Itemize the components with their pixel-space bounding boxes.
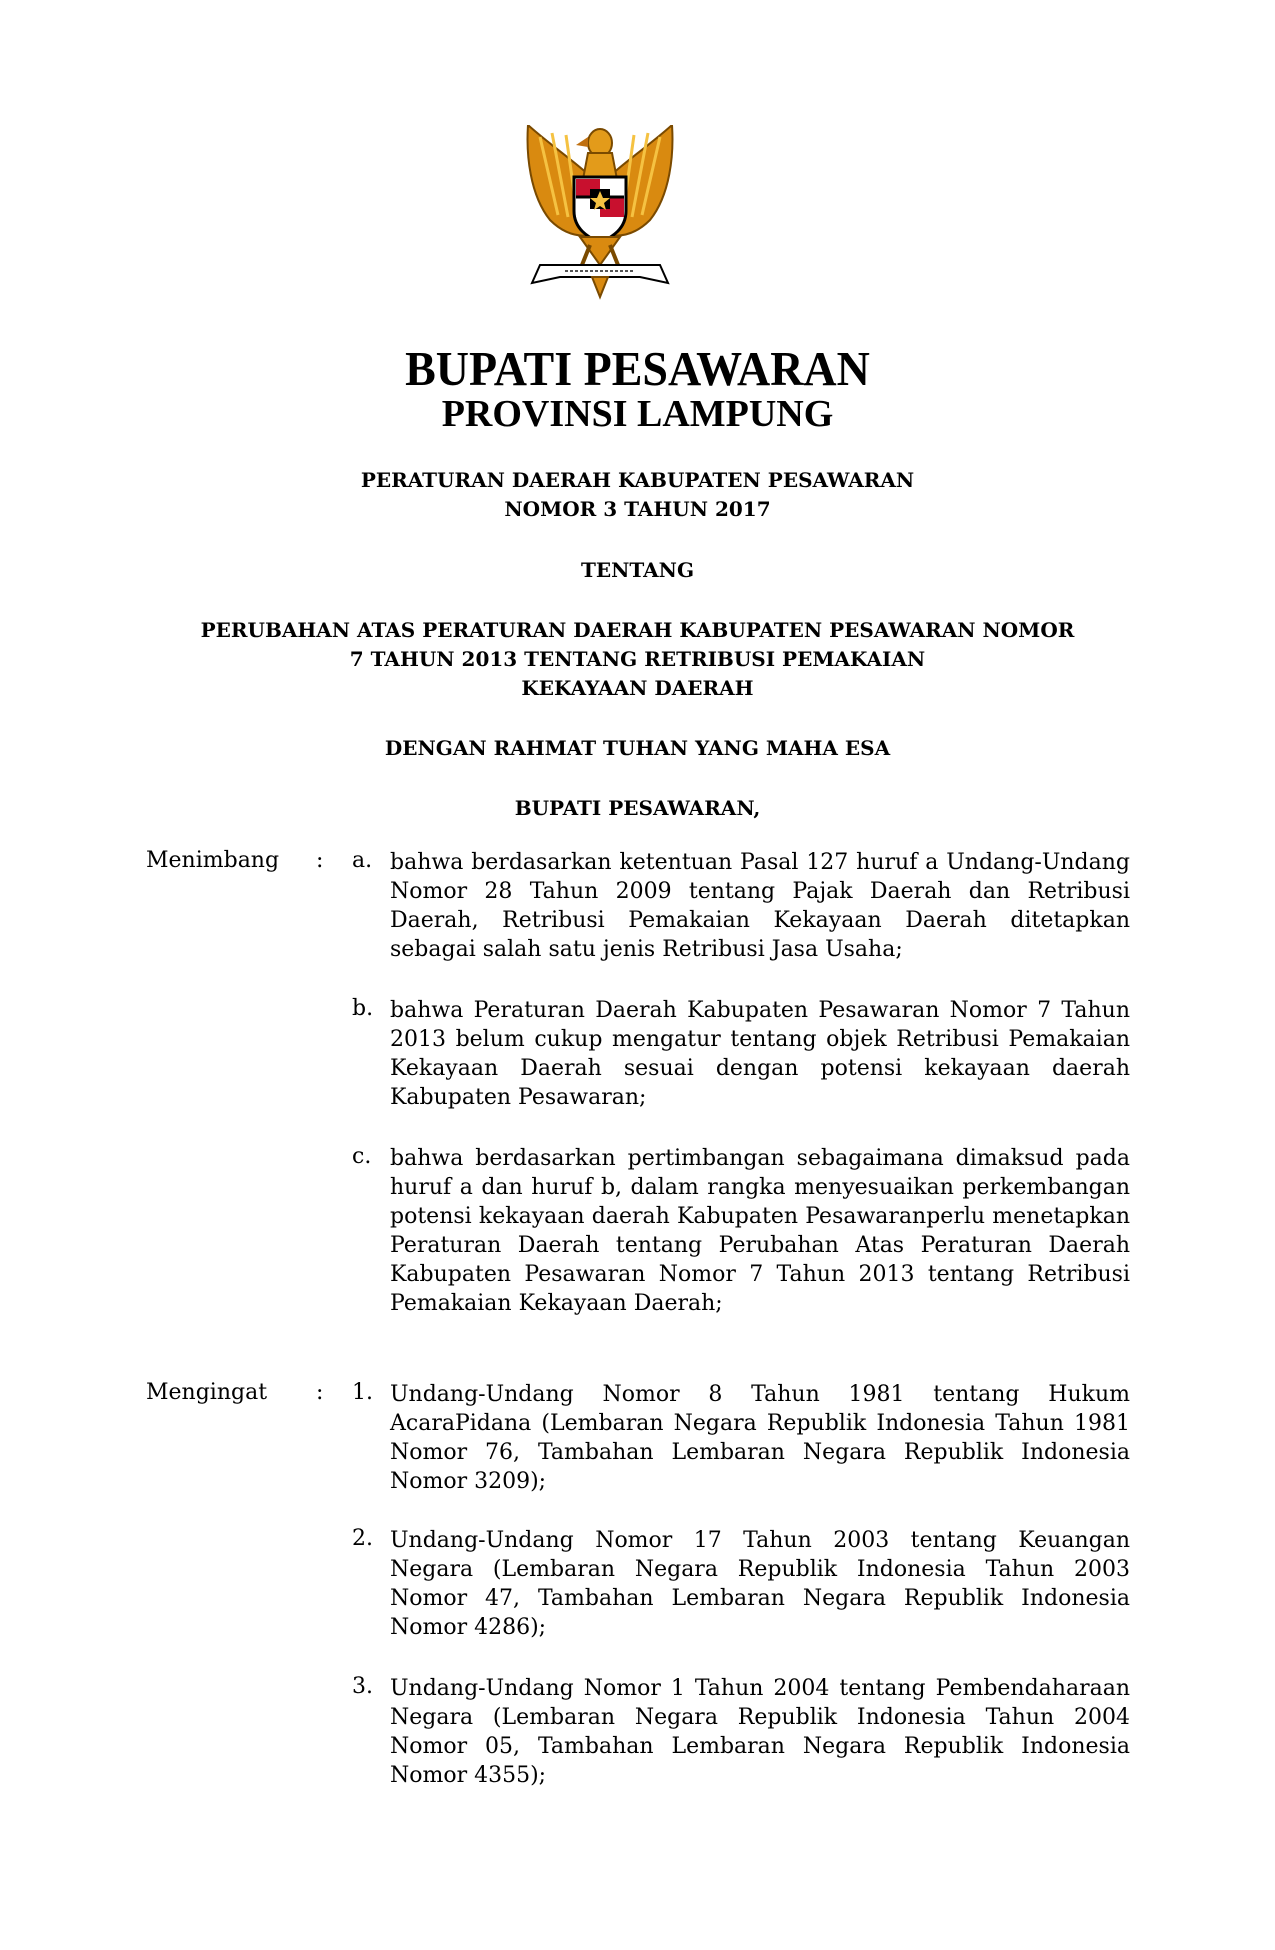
- menimbang-label: Menimbang: [146, 848, 280, 873]
- list-marker: 2.: [352, 1526, 373, 1551]
- menimbang-item: bahwa berdasarkan ketentuan Pasal 127 huruf a Undang-Undang Nomor 28 Tahun 2009 tentang Pajak Daerah dan Retribusi Daerah, Retribusi Pemakaian Kekayaan Daerah ditetapkan sebagai salah satu jenis Retribusi Jasa Usaha;: [390, 850, 1130, 962]
- authority-heading: BUPATI PESAWARAN,: [514, 796, 761, 820]
- subject-line: KEKAYAAN DAERAH: [521, 676, 754, 700]
- list-marker: b.: [352, 996, 374, 1021]
- list-marker: c.: [352, 1144, 372, 1169]
- list-marker: 1.: [352, 1380, 373, 1405]
- list-marker: a.: [352, 848, 373, 873]
- list-marker: 3.: [352, 1674, 373, 1699]
- document-province: PROVINSI LAMPUNG: [441, 393, 834, 435]
- garuda-emblem-icon: [520, 125, 680, 300]
- document-title: BUPATI PESAWARAN: [405, 341, 870, 396]
- subject-heading: [0, 616, 1275, 703]
- mengingat-item: Undang-Undang Nomor 8 Tahun 1981 tentang Hukum AcaraPidana (Lembaran Negara Republik Indonesia Tahun 1981 Nomor 76, Tambahan Lembaran Negara Republik Indonesia Nomor 3209);: [390, 1382, 1130, 1494]
- mengingat-item: Undang-Undang Nomor 17 Tahun 2003 tentang Keuangan Negara (Lembaran Negara Republik Indonesia Tahun 2003 Nomor 47, Tambahan Lembaran Negara Republik Indonesia Nomor 4286);: [390, 1528, 1130, 1640]
- regulation-number: NOMOR 3 TAHUN 2017: [504, 497, 771, 521]
- mengingat-item: Undang-Undang Nomor 1 Tahun 2004 tentang Pembendaharaan Negara (Lembaran Negara Republik Indonesia Tahun 2004 Nomor 05, Tambahan Lembaran Negara Republik Indonesia Nomor 4355);: [390, 1676, 1130, 1788]
- subject-line: PERUBAHAN ATAS PERATURAN DAERAH KABUPATEN PESAWARAN NOMOR: [200, 618, 1075, 642]
- regulation-name: PERATURAN DAERAH KABUPATEN PESAWARAN: [360, 468, 915, 492]
- blessing-heading: DENGAN RAHMAT TUHAN YANG MAHA ESA: [384, 736, 891, 760]
- menimbang-item: bahwa Peraturan Daerah Kabupaten Pesawaran Nomor 7 Tahun 2013 belum cukup mengatur tentang objek Retribusi Pemakaian Kekayaan Daerah sesuai dengan potensi kekayaan daerah Kabupaten Pesawaran;: [390, 998, 1130, 1110]
- regulation-heading: [0, 466, 1275, 524]
- mengingat-label: Mengingat: [146, 1380, 268, 1405]
- about-heading: TENTANG: [580, 558, 695, 582]
- menimbang-item: bahwa berdasarkan pertimbangan sebagaimana dimaksud pada huruf a dan huruf b, dalam rangka menyesuaikan perkembangan potensi kekayaan daerah Kabupaten Pesawaranperlu menetapkan Peraturan Daerah tentang Perubahan Atas Peraturan Daerah Kabupaten Pesawaran Nomor 7 Tahun 2013 tentang Retribusi Pemakaian Kekayaan Daerah;: [390, 1146, 1130, 1316]
- menimbang-colon: :: [316, 848, 324, 873]
- subject-line: 7 TAHUN 2013 TENTANG RETRIBUSI PEMAKAIAN: [349, 647, 926, 671]
- mengingat-colon: :: [316, 1380, 324, 1405]
